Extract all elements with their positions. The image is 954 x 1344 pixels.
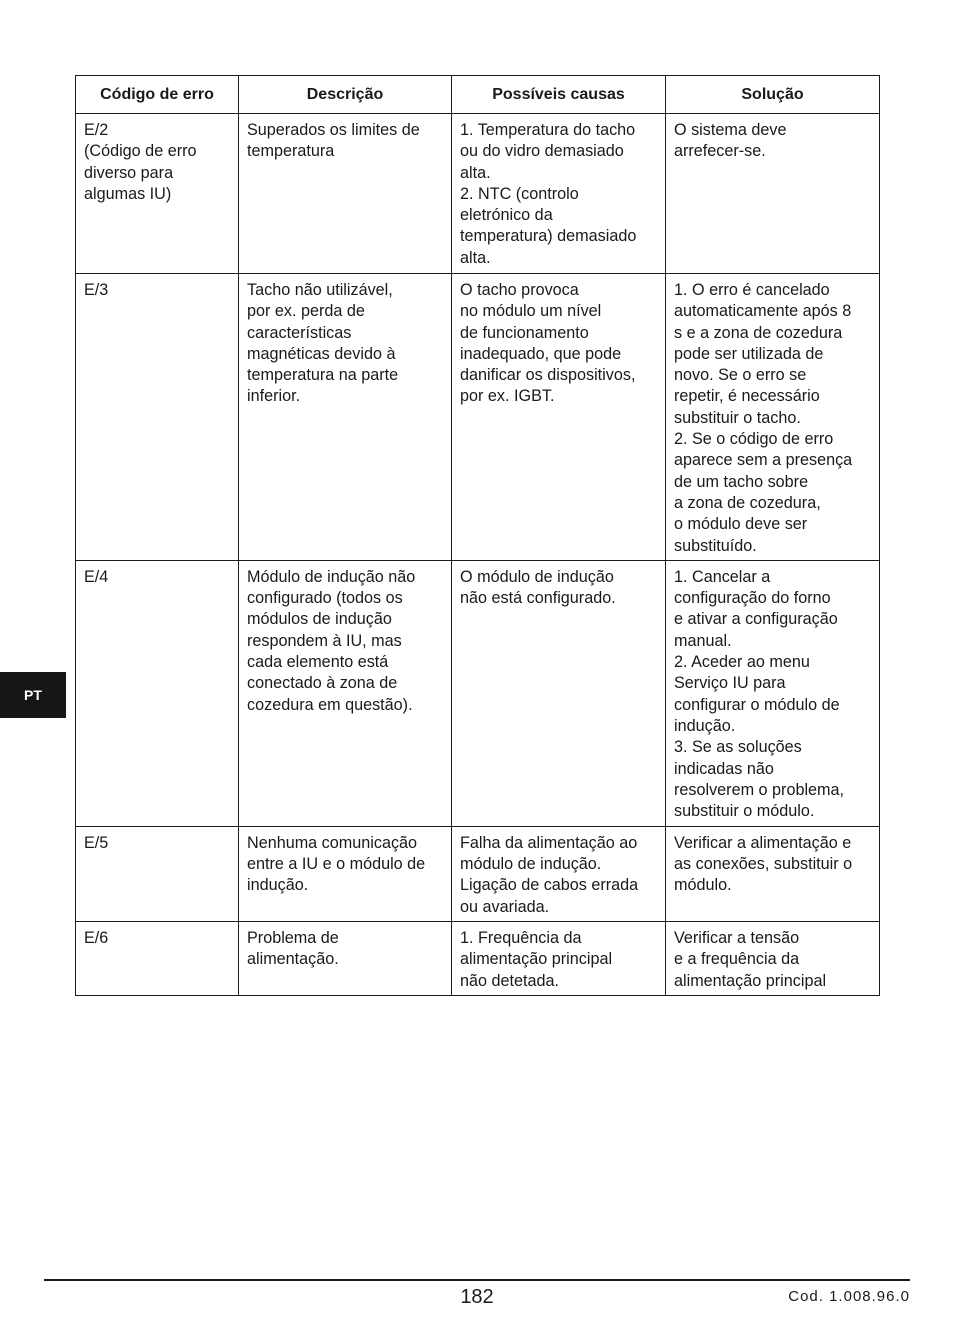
header-code: Código de erro: [76, 76, 239, 114]
footer-divider: [44, 1279, 910, 1281]
cell-solution: 1. O erro é cancelado automaticamente após 8 s e a zona de cozedura pode ser utilizada de novo. Se o erro se repetir, é necessário substituir o tacho. 2. Se o código de erro aparece sem a presença de um tacho sobre a zona de cozedura, o módulo deve ser substituído.: [666, 274, 880, 561]
cell-solution: O sistema deve arrefecer-se.: [666, 114, 880, 274]
cell-code: E/5: [76, 826, 239, 921]
cell-code: E/6: [76, 922, 239, 996]
cell-description: Módulo de indução não configurado (todos os módulos de indução respondem à IU, mas cada elemento está conectado à zona de cozedura em questão).: [239, 560, 452, 826]
language-tab: [0, 672, 66, 718]
table-row: [76, 922, 880, 996]
table-row: [76, 560, 880, 826]
cell-solution: 1. Cancelar a configuração do forno e ativar a configuração manual. 2. Aceder ao menu Serviço IU para configurar o módulo de indução. 3. Se as soluções indicadas não resolverem o problema, substituir o módulo.: [666, 560, 880, 826]
cell-description: Superados os limites de temperatura: [239, 114, 452, 274]
cell-solution: Verificar a alimentação e as conexões, substituir o módulo.: [666, 826, 880, 921]
error-code-table: [75, 75, 880, 996]
cell-description: Tacho não utilizável, por ex. perda de características magnéticas devido à temperatura na parte inferior.: [239, 274, 452, 561]
cell-description: Problema de alimentação.: [239, 922, 452, 996]
cell-causes: Falha da alimentação ao módulo de indução. Ligação de cabos errada ou avariada.: [452, 826, 666, 921]
table-header-row: [76, 76, 880, 114]
cell-causes: O tacho provoca no módulo um nível de funcionamento inadequado, que pode danificar os dispositivos, por ex. IGBT.: [452, 274, 666, 561]
cell-description: Nenhuma comunicação entre a IU e o módulo de indução.: [239, 826, 452, 921]
header-description: Descrição: [239, 76, 452, 114]
table-row: [76, 274, 880, 561]
header-solution: Solução: [666, 76, 880, 114]
cell-code: E/2 (Código de erro diverso para algumas IU): [76, 114, 239, 274]
table-row: [76, 826, 880, 921]
cell-causes: 1. Frequência da alimentação principal não detetada.: [452, 922, 666, 996]
language-tab-label: PT: [24, 687, 42, 703]
table-row: [76, 114, 880, 274]
cell-causes: O módulo de indução não está configurado.: [452, 560, 666, 826]
cell-solution: Verificar a tensão e a frequência da alimentação principal: [666, 922, 880, 996]
header-causes: Possíveis causas: [452, 76, 666, 114]
document-code: Cod. 1.008.96.0: [788, 1288, 910, 1305]
cell-causes: 1. Temperatura do tacho ou do vidro demasiado alta. 2. NTC (controlo eletrónico da temperatura) demasiado alta.: [452, 114, 666, 274]
cell-code: E/4: [76, 560, 239, 826]
page-number: 182: [460, 1286, 494, 1308]
cell-code: E/3: [76, 274, 239, 561]
